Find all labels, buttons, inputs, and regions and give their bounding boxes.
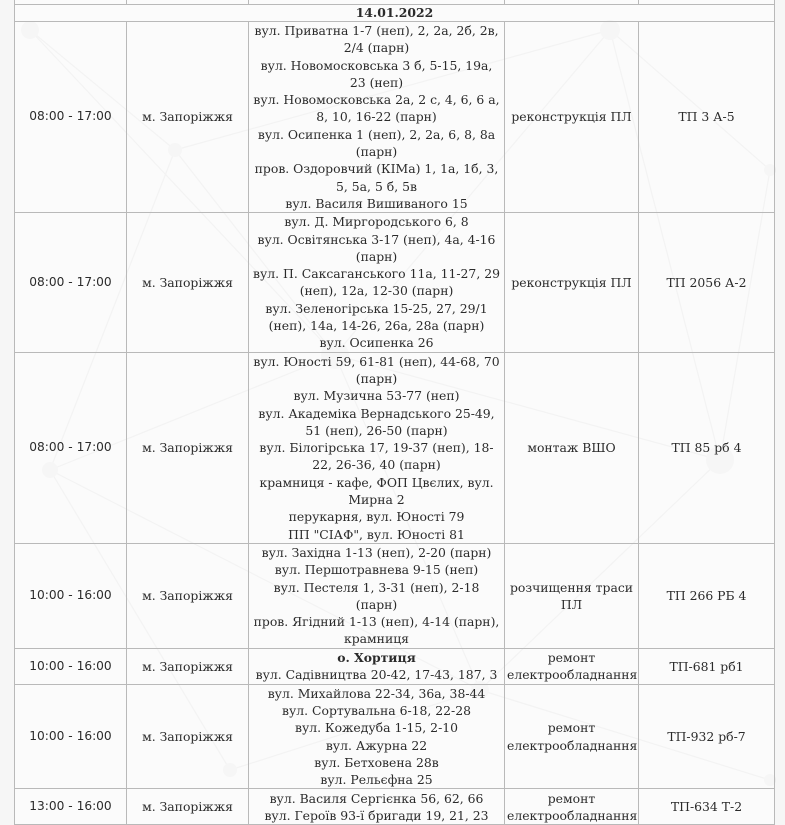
address-line: вул. Зеленогірська 15-25, 27, 29/1 (неп), 14а, 14-26, 26а, 28а (парн) [265,300,488,334]
address-line: вул. Садівництва 20-42, 17-43, 187, 3 [255,667,498,683]
substation-cell: ТП-932 рб-7 [639,684,775,789]
table-row [15,789,775,825]
substation-cell: ТП 2056 А-2 [639,213,775,352]
address-cell [249,789,505,825]
address-cell [249,22,505,213]
address-line: вул. Василя Вишиваного 15 [285,195,468,211]
work-type-cell: ремонт електрообладнання [505,648,639,684]
address-cell [249,684,505,789]
address-line: вул. Героїв 93-ї бригади 19, 21, 23 [264,807,489,823]
time-cell: 10:00 - 16:00 [15,684,127,789]
city-cell: м. Запоріжжя [127,352,249,543]
address-line: пров. Ягідний 1-13 (неп), 4-14 (парн), крамниця [253,614,500,647]
address-heading: о. Хортиця [337,649,416,665]
address-line: вул. П. Саксаганського 11а, 11-27, 29 (неп), 12а, 12-30 (парн) [253,266,500,299]
address-line: вул. Першотравнева 9-15 (неп) [274,562,479,578]
schedule-date: 14.01.2022 [15,5,775,22]
work-type-cell: реконструкція ПЛ [505,213,639,352]
substation-cell: ТП-681 рб1 [639,648,775,684]
address-cell [249,543,505,648]
substation-cell: ТП 85 рб 4 [639,352,775,543]
address-line: крамниця - кафе, ФОП Цвєлих, вул. Мирна 2 [259,474,494,508]
table-row [15,648,775,684]
substation-cell: ТП-634 Т-2 [639,789,775,825]
address-line: вул. Пестеля 1, 3-31 (неп), 2-18 (парн) [273,579,480,612]
address-line: вул. Кожедуба 1-15, 2-10 [294,720,459,736]
work-type-cell: монтаж ВШО [505,352,639,543]
address-cell [249,213,505,352]
address-line: вул. Білогірська 17, 19-37 (неп), 18-22, 26-36, 40 (парн) [259,440,494,473]
address-line: вул. Василя Сергієнка 56, 62, 66 [269,790,484,806]
date-row [15,5,775,22]
time-cell: 10:00 - 16:00 [15,543,127,648]
address-line: вул. Михайлова 22-34, 36а, 38-44 [267,685,486,701]
address-line: вул. Осипенка 1 (неп), 2, 2а, 6, 8, 8а (парн) [257,126,496,160]
time-cell: 08:00 - 17:00 [15,352,127,543]
address-line: перукарня, вул. Юності 79 [288,509,465,525]
table-row [15,213,775,352]
address-line: вул. Бетховена 28в [314,754,439,770]
work-type-cell: ремонт електрообладнання [505,789,639,825]
address-line: вул. Приватна 1-7 (неп), 2, 2а, 2б, 2в, 2/4 (парн) [254,23,499,56]
address-line: вул. Західна 1-13 (неп), 2-20 (парн) [261,544,492,560]
city-cell: м. Запоріжжя [127,213,249,352]
work-type-cell: ремонт електрообладнання [505,684,639,789]
address-line: вул. Музична 53-77 (неп) [293,388,460,404]
address-cell [249,352,505,543]
substation-cell: ТП 266 РБ 4 [639,543,775,648]
work-type-cell: розчищення траси ПЛ [505,543,639,648]
table-row [15,543,775,648]
work-type-cell: реконструкція ПЛ [505,22,639,213]
time-cell: 10:00 - 16:00 [15,648,127,684]
address-line: пров. Оздоровчий (КІМа) 1, 1а, 1б, 3, 5, 5а, 5 б, 5в [254,161,499,194]
address-line: ПП "СІАФ", вул. Юності 81 [288,526,465,542]
address-line: вул. Новомосковська 2а, 2 с, 4, 6, 6 а, 8, 10, 16-22 (парн) [253,92,500,125]
city-cell: м. Запоріжжя [127,22,249,213]
address-line: вул. Новомосковська 3 б, 5-15, 19а, 23 (неп) [260,57,493,90]
address-line: вул. Д. Миргородського 6, 8 [284,214,469,230]
address-line: вул. Академіка Вернадського 25-49, 51 (неп), 26-50 (парн) [258,405,495,438]
table-row [15,22,775,213]
address-line: вул. Ажурна 22 [325,737,428,753]
address-line: вул. Рельєфна 25 [320,772,433,788]
table-row [15,352,775,543]
address-cell [249,648,505,684]
time-cell: 13:00 - 16:00 [15,789,127,825]
time-cell: 08:00 - 17:00 [15,22,127,213]
city-cell: м. Запоріжжя [127,543,249,648]
address-line: вул. Освітянська 3-17 (неп), 4а, 4-16 (парн) [257,231,496,264]
address-line: вул. Юності 59, 61-81 (неп), 44-68, 70 (парн) [253,353,500,386]
table-row [15,684,775,789]
city-cell: м. Запоріжжя [127,684,249,789]
address-line: вул. Осипенка 26 [319,335,434,351]
address-line: вул. Сортувальна 6-18, 22-28 [281,702,472,718]
time-cell: 08:00 - 17:00 [15,213,127,352]
city-cell: м. Запоріжжя [127,648,249,684]
outage-schedule-table [14,0,775,825]
city-cell: м. Запоріжжя [127,789,249,825]
substation-cell: ТП 3 А-5 [639,22,775,213]
